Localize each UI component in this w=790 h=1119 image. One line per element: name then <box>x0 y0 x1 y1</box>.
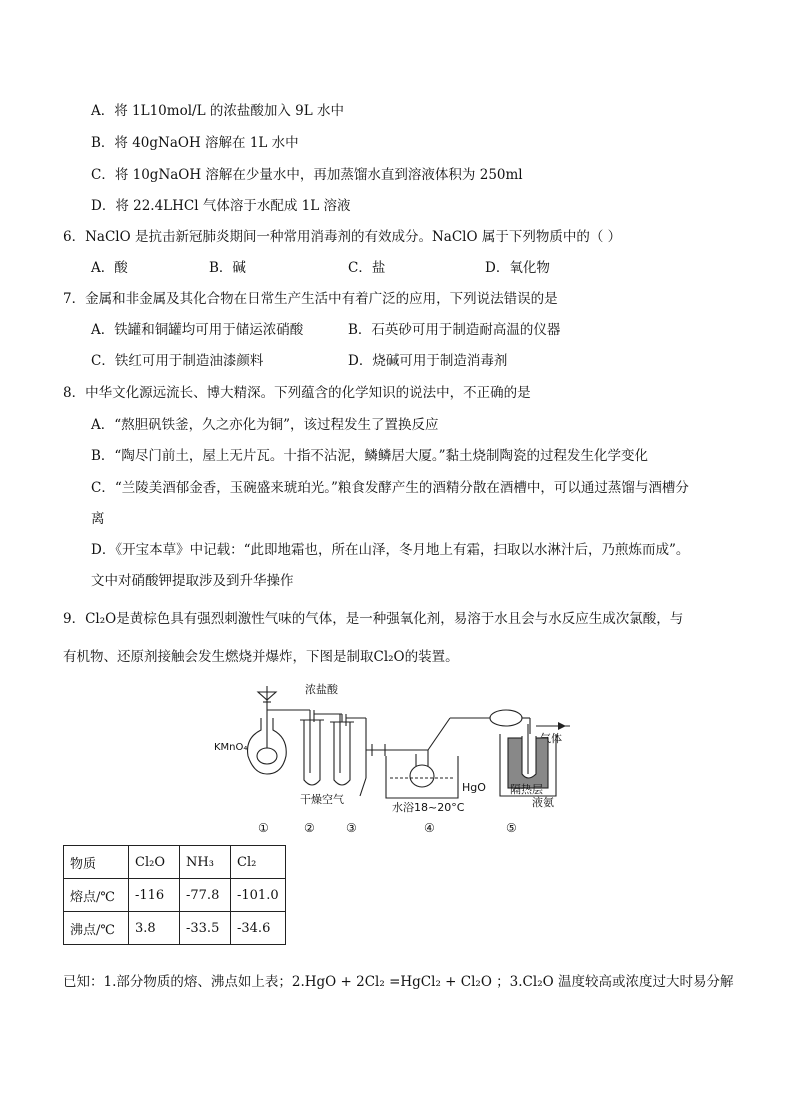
q7-option-b: B．石英砂可用于制造耐高温的仪器 <box>348 322 561 338</box>
table-cell: -34.6 <box>231 912 286 945</box>
q7-option-d: D．烧碱可用于制造消毒剂 <box>348 353 508 369</box>
q6-option-b: B．碱 <box>209 260 246 276</box>
table-cell: -116 <box>129 879 180 912</box>
table-cell: 沸点/℃ <box>64 912 129 945</box>
q6-stem: 6．NaClO 是抗击新冠肺炎期间一种常用消毒剂的有效成分。NaClO 属于下列物质中的（ ） <box>63 229 622 245</box>
q8-option-d-line1: D．《开宝本草》中记载：“此即地霜也，所在山泽，冬月地上有霜，扫取以水淋汁后，乃煎炼而成”。 <box>91 542 690 558</box>
stopcock <box>366 744 390 756</box>
label-dry-air: 干燥空气 <box>300 793 344 806</box>
q7-options-row2 <box>91 351 691 371</box>
label-number-2: ② <box>304 821 315 835</box>
label-kmno4: KMnO₄ <box>214 742 248 753</box>
table-cell: 熔点/℃ <box>64 879 129 912</box>
tube-2 <box>300 710 342 785</box>
q7-option-a: A．铁罐和铜罐均可用于储运浓硝酸 <box>91 322 304 338</box>
label-liquid-ammonia: 液氨 <box>532 796 554 809</box>
q5-option-c: C．将 10gNaOH 溶解在少量水中，再加蒸馏水直到溶液体积为 250ml <box>91 167 523 183</box>
q8-option-d-line2: 文中对硝酸钾提取涉及到升华操作 <box>91 573 294 589</box>
label-number-4: ④ <box>424 821 435 835</box>
label-gas: 气体 <box>540 732 562 745</box>
q5-option-a: A．将 1L10mol/L 的浓盐酸加入 9L 水中 <box>91 103 344 119</box>
table-header-cell: Cl₂ <box>231 846 286 879</box>
q6-option-d: D．氧化物 <box>485 260 550 276</box>
gas-arrow-icon <box>558 722 566 730</box>
tube-3 <box>330 714 366 796</box>
q8-option-a: A．“熬胆矾铁釜，久之亦化为铜”，该过程发生了置换反应 <box>91 417 439 433</box>
q9-formula: Cl₂O <box>85 611 117 627</box>
q8-option-b: B．“陶尽门前土，屋上无片瓦。十指不沾泥，鳞鳞居大厦。”黏土烧制陶瓷的过程发生化学变化 <box>91 448 648 464</box>
q9-stem-text2: 有机物、还原剂接触会发生燃烧并爆炸，下图是制取 <box>63 649 374 665</box>
table-header-cell: NH₃ <box>180 846 231 879</box>
label-hgo: HgO <box>462 781 486 794</box>
table-header-cell: 物质 <box>64 846 129 879</box>
table-cell: -33.5 <box>180 912 231 945</box>
q6-option-a: A．酸 <box>91 260 128 276</box>
q5-option-d: D．将 22.4LHCl 气体溶于水配成 1L 溶液 <box>91 198 351 214</box>
q8-option-c-line1: C．“兰陵美酒郁金香，玉碗盛来琥珀光。”粮食发酵产生的酒精分散在酒槽中，可以通过蒸馏与酒槽分 <box>91 480 689 496</box>
table-cell: -77.8 <box>180 879 231 912</box>
label-conc-hcl: 浓盐酸 <box>305 683 338 696</box>
q8-option-c-line2: 离 <box>91 511 105 527</box>
q8-stem: 8．中华文化源远流长、博大精深。下列蕴含的化学知识的说法中，不正确的是 <box>63 385 531 401</box>
q7-stem: 7．金属和非金属及其化合物在日常生产生活中有着广泛的应用，下列说法错误的是 <box>63 291 558 307</box>
properties-table <box>63 845 286 945</box>
q9-stem-text3: 的装置。 <box>404 649 459 665</box>
label-insulation: 隔热层 <box>510 783 543 796</box>
table-row <box>64 912 286 945</box>
q5-option-b: B．将 40gNaOH 溶解在 1L 水中 <box>91 135 299 151</box>
q9-stem-text1: 是黄棕色具有强烈刺激性气味的气体，是一种强氧化剂，易溶于水且会与水反应生成次氯酸，与 <box>116 611 684 627</box>
apparatus-diagram <box>210 678 570 838</box>
table-cell: 3.8 <box>129 912 180 945</box>
table-header-cell: Cl₂O <box>129 846 180 879</box>
table-row <box>64 879 286 912</box>
q9-stem-line2 <box>63 647 459 667</box>
label-number-5: ⑤ <box>506 821 517 835</box>
table-cell: -101.0 <box>231 879 286 912</box>
q9-stem-line1 <box>63 609 683 629</box>
q9-formula-2: Cl₂O <box>373 649 405 665</box>
q7-option-c: C．铁红可用于制造油漆颜料 <box>91 353 264 369</box>
q9-number: 9． <box>63 611 86 627</box>
label-water-bath: 水浴18~20°C <box>392 801 465 814</box>
q6-option-c: C．盐 <box>348 260 386 276</box>
known-text: 已知：1.部分物质的熔、沸点如上表；2.HgO + 2Cl₂ =HgCl₂ + Cl₂O ；3.Cl₂O 温度较高或浓度过大时易分解 <box>63 974 734 990</box>
flask-1 <box>248 686 310 774</box>
q6-options <box>91 258 691 278</box>
label-number-3: ③ <box>346 821 357 835</box>
table-header-row <box>64 846 286 879</box>
label-number-1: ① <box>258 821 269 835</box>
q7-options-row1 <box>91 320 691 340</box>
